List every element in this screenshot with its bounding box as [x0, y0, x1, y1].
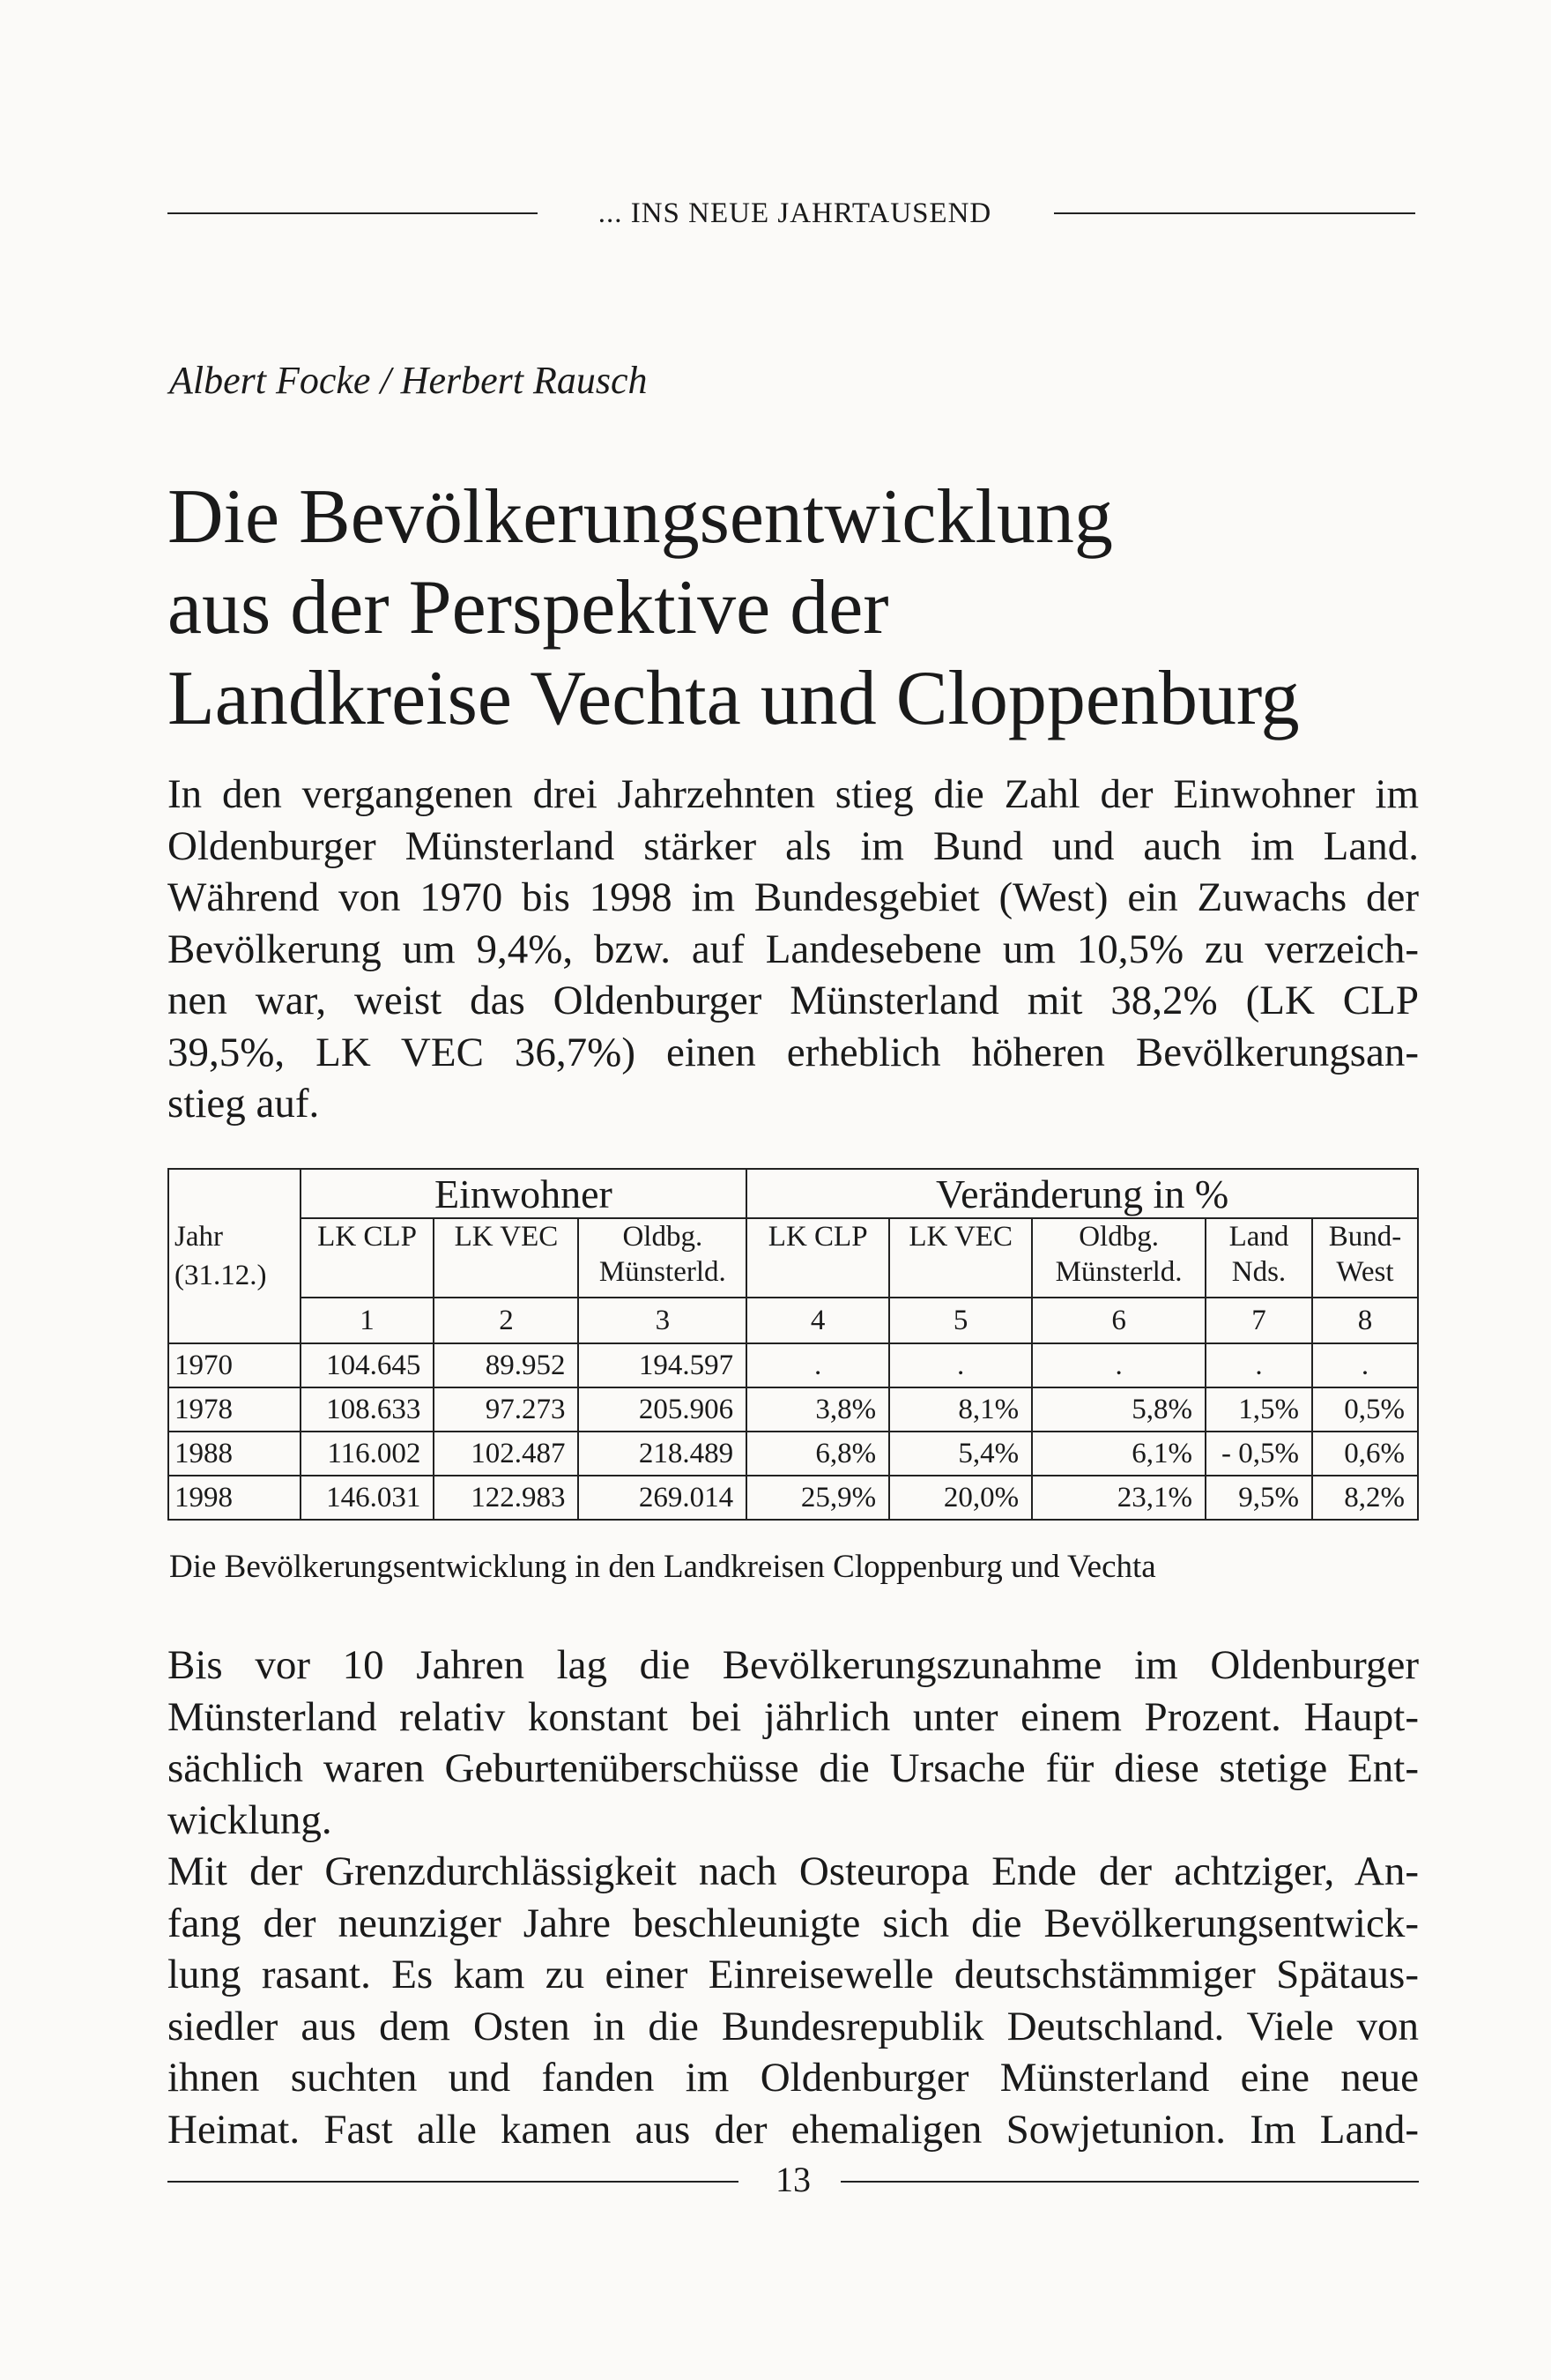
value-cell: 108.633 — [301, 1387, 434, 1432]
value-cell: 20,0% — [889, 1476, 1032, 1520]
authors: Albert Focke / Herbert Rausch — [169, 359, 648, 402]
value-cell: 9,5% — [1206, 1476, 1312, 1520]
column-header — [1032, 1218, 1206, 1298]
year-cell: 1998 — [168, 1476, 301, 1520]
column-header-line: LK CLP — [768, 1221, 868, 1253]
value-cell: 102.487 — [434, 1432, 578, 1476]
value-cell: 6,1% — [1032, 1432, 1206, 1476]
column-header-line: Nds. — [1231, 1256, 1287, 1288]
header-rule-right — [1054, 212, 1415, 214]
value-cell: 23,1% — [1032, 1476, 1206, 1520]
column-header — [434, 1218, 578, 1298]
table-row — [168, 1476, 1418, 1520]
value-cell: 8,2% — [1312, 1476, 1418, 1520]
text-line: nen war, weist das Oldenburger Münsterland mit 38,2% (LK CLP — [167, 978, 1419, 1023]
column-number: 7 — [1206, 1298, 1312, 1343]
page-footer — [167, 2158, 1419, 2202]
value-cell: 1,5% — [1206, 1387, 1312, 1432]
title-line: Landkreise Vechta und Cloppenburg — [167, 656, 1300, 741]
column-header-line: West — [1336, 1256, 1394, 1288]
column-header-line: Land — [1228, 1221, 1289, 1253]
column-header-line: Bund- — [1328, 1221, 1402, 1253]
column-header — [1206, 1218, 1312, 1298]
column-header-line: LK CLP — [317, 1221, 417, 1253]
year-header — [168, 1169, 301, 1343]
value-cell: 146.031 — [301, 1476, 434, 1520]
text-line: siedler aus dem Osten in die Bundesrepublik Deutschland. Viele von — [167, 2003, 1419, 2049]
column-number: 6 — [1032, 1298, 1206, 1343]
column-header — [301, 1218, 434, 1298]
text-line: Oldenburger Münsterland stärker als im Bund und auch im Land. — [167, 822, 1419, 869]
text-line: fang der neunziger Jahre beschleunigte sich die Bevölkerungsentwick- — [167, 1900, 1419, 1946]
column-header-line: Oldbg. — [622, 1221, 703, 1253]
page-number: 13 — [776, 2160, 811, 2199]
value-cell: 116.002 — [301, 1432, 434, 1476]
value-cell: 8,1% — [889, 1387, 1032, 1432]
value-cell: - 0,5% — [1206, 1432, 1312, 1476]
column-number: 8 — [1312, 1298, 1418, 1343]
text-line: In den vergangenen drei Jahrzehnten stieg die Zahl der Einwohner im — [167, 771, 1419, 817]
year-cell: 1988 — [168, 1432, 301, 1476]
table-row — [168, 1432, 1418, 1476]
column-number: 3 — [578, 1298, 746, 1343]
group-header-einwohner: Einwohner — [301, 1169, 746, 1218]
value-cell: 0,6% — [1312, 1432, 1418, 1476]
text-line: wicklung. — [167, 1796, 332, 1843]
column-number: 4 — [746, 1298, 889, 1343]
text-line: Münsterland relativ konstant bei jährlich unter einem Prozent. Haupt- — [167, 1693, 1419, 1740]
year-header-line: Jahr — [174, 1221, 223, 1253]
column-header — [1312, 1218, 1418, 1298]
value-cell: 5,8% — [1032, 1387, 1206, 1432]
value-cell: . — [889, 1343, 1032, 1387]
column-header-line: LK VEC — [909, 1221, 1013, 1253]
value-cell: 5,4% — [889, 1432, 1032, 1476]
text-line: Bis vor 10 Jahren lag die Bevölkerungszunahme im Oldenburger — [167, 1642, 1419, 1688]
text-line: Bevölkerung um 9,4%, bzw. auf Landesebene um 10,5% zu verzeich- — [167, 926, 1419, 972]
value-cell: . — [1032, 1343, 1206, 1387]
column-header-line: LK VEC — [454, 1221, 559, 1253]
text-line: lung rasant. Es kam zu einer Einreisewelle deutschstämmiger Spätaus- — [167, 1952, 1419, 1997]
value-cell: 0,5% — [1312, 1387, 1418, 1432]
year-header-line: (31.12.) — [174, 1260, 267, 1291]
column-header — [578, 1218, 746, 1298]
text-line: Während von 1970 bis 1998 im Bundesgebiet (West) ein Zuwachs der — [167, 874, 1419, 920]
column-header — [889, 1218, 1032, 1298]
population-table — [167, 1168, 1419, 1521]
value-cell: . — [1312, 1343, 1418, 1387]
group-header-veraenderung: Veränderung in % — [746, 1169, 1418, 1218]
value-cell: 89.952 — [434, 1343, 578, 1387]
table-row — [168, 1343, 1418, 1387]
year-cell: 1978 — [168, 1387, 301, 1432]
column-number: 1 — [301, 1298, 434, 1343]
text-line: ihnen suchten und fanden im Oldenburger Münsterland eine neue — [167, 2055, 1419, 2101]
value-cell: 104.645 — [301, 1343, 434, 1387]
value-cell: 25,9% — [746, 1476, 889, 1520]
table-caption: Die Bevölkerungsentwicklung in den Landkreisen Cloppenburg und Vechta — [169, 1549, 1156, 1585]
value-cell: 269.014 — [578, 1476, 746, 1520]
column-header-line: Münsterld. — [598, 1256, 726, 1288]
column-header-line: Münsterld. — [1055, 1256, 1183, 1288]
value-cell: . — [746, 1343, 889, 1387]
text-line: Heimat. Fast alle kamen aus der ehemaligen Sowjetunion. Im Land- — [167, 2106, 1419, 2153]
footer-rule-left — [167, 2181, 738, 2183]
column-header-line: Oldbg. — [1079, 1221, 1159, 1253]
title-line: aus der Perspektive der — [167, 565, 889, 651]
text-line: stieg auf. — [167, 1081, 320, 1127]
column-number: 2 — [434, 1298, 578, 1343]
header-rule-left — [167, 212, 538, 214]
text-line: Mit der Grenzdurchlässigkeit nach Osteuropa Ende der achtziger, An- — [167, 1848, 1419, 1894]
body-paragraph — [167, 1640, 1419, 2155]
table-row — [168, 1387, 1418, 1432]
column-header — [746, 1218, 889, 1298]
title-line: Die Bevölkerungsentwicklung — [167, 474, 1113, 560]
value-cell: . — [1206, 1343, 1312, 1387]
value-cell: 3,8% — [746, 1387, 889, 1432]
value-cell: 218.489 — [578, 1432, 746, 1476]
column-number: 5 — [889, 1298, 1032, 1343]
text-line: sächlich waren Geburtenüberschüsse die Ursache für diese stetige Ent- — [167, 1745, 1419, 1791]
footer-rule-right — [841, 2181, 1419, 2183]
value-cell: 194.597 — [578, 1343, 746, 1387]
running-title: ... INS NEUE JAHRTAUSEND — [597, 197, 992, 229]
value-cell: 122.983 — [434, 1476, 578, 1520]
text-line: 39,5%, LK VEC 36,7%) einen erheblich höheren Bevölkerungsan- — [167, 1029, 1419, 1075]
running-header — [167, 196, 1415, 231]
value-cell: 97.273 — [434, 1387, 578, 1432]
value-cell: 6,8% — [746, 1432, 889, 1476]
value-cell: 205.906 — [578, 1387, 746, 1432]
intro-paragraph — [167, 769, 1419, 1130]
article-title — [167, 472, 1419, 744]
year-cell: 1970 — [168, 1343, 301, 1387]
